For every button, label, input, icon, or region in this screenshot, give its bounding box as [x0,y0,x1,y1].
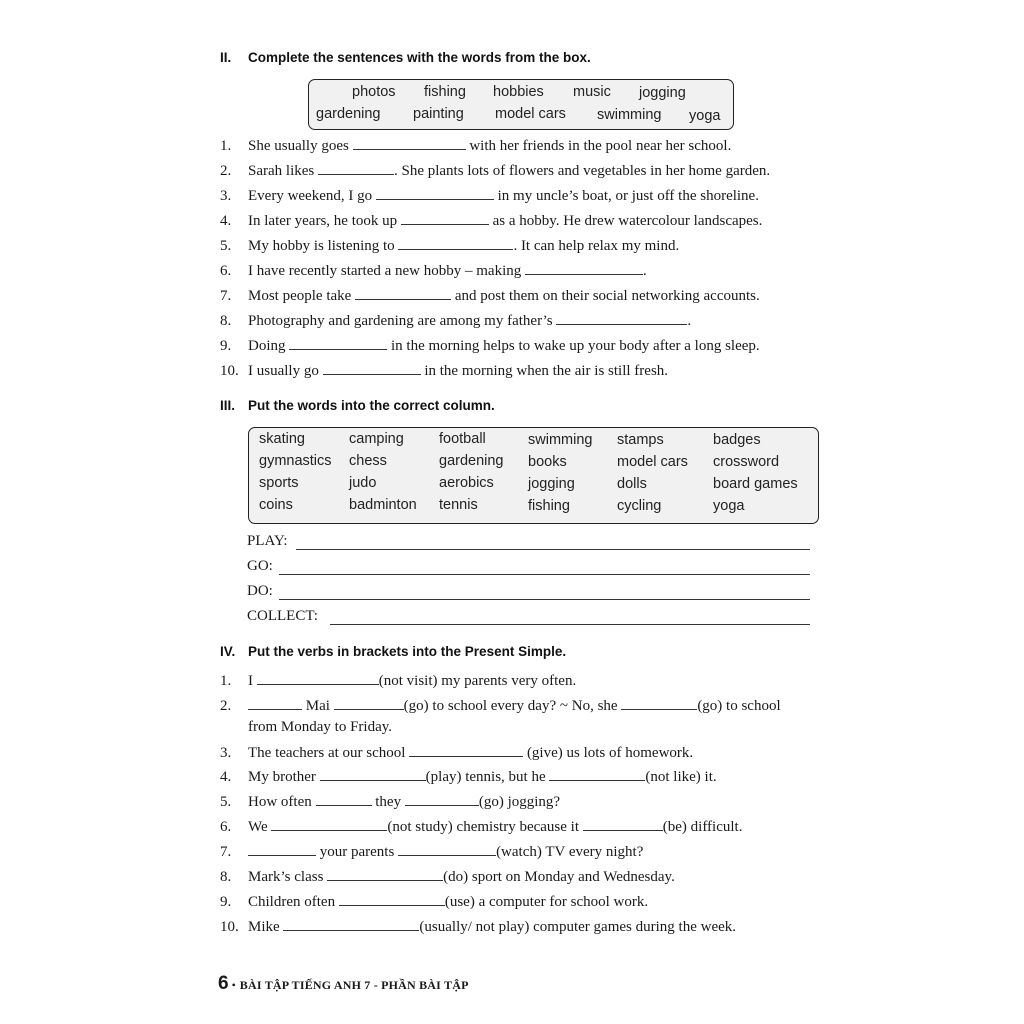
item-number: 5. [220,238,232,254]
box-word: swimming [597,107,662,123]
exercise-text: (be) difficult. [662,819,743,835]
item-number: 8. [220,869,232,885]
exercise-text: your parents [319,844,395,860]
box-word: books [528,454,567,470]
box-word: stamps [617,432,664,448]
word-box-section-3 [248,427,819,524]
section-2-heading [220,50,591,65]
exercise-text: they [375,794,402,810]
column-label-collect: COLLECT: [247,608,318,624]
answer-blank[interactable] [248,843,316,856]
sentence-text: In later years, he took up [248,213,398,229]
answer-blank[interactable] [257,672,379,685]
answer-blank[interactable] [398,237,513,250]
box-word: gardening [316,106,381,122]
section-3-heading [220,398,495,413]
sentence-text: Most people take [248,288,352,304]
box-word: fishing [528,498,570,514]
section-2-number: II. [220,50,232,65]
box-word: crossword [713,454,780,470]
box-word: chess [349,453,387,469]
box-word: skating [259,431,305,447]
column-label-do: DO: [247,583,273,599]
answer-blank[interactable] [334,697,404,710]
column-answer-line-play[interactable] [296,549,810,550]
answer-blank[interactable] [248,697,302,710]
box-word: football [439,431,486,447]
exercise-text: (not like) it. [645,769,717,785]
sentence-text: . [643,263,647,279]
item-number: 5. [220,794,232,810]
answer-blank[interactable] [271,818,387,831]
sentence-text: She usually goes [248,138,349,154]
answer-blank[interactable] [621,697,697,710]
column-answer-line-go[interactable] [279,574,810,575]
section-3-number: III. [220,398,236,413]
box-word: sports [259,475,299,491]
answer-blank[interactable] [583,818,663,831]
sentence-text: My hobby is listening to [248,238,395,254]
box-word: swimming [528,432,593,448]
item-number: 9. [220,894,232,910]
answer-blank[interactable] [376,187,494,200]
exercise-text: My brother [248,769,316,785]
sentence-text: in my uncle’s boat, or just off the shoreline. [497,188,759,204]
item-number: 3. [220,188,232,204]
item-number: 10. [220,919,239,935]
exercise-text: (give) us lots of homework. [526,745,694,761]
exercise-text: (not study) chemistry because it [387,819,579,835]
box-word: jogging [639,85,686,101]
item-number: 3. [220,745,232,761]
sentence-text: and post them on their social networking accounts. [454,288,760,304]
sentence-text: Every weekend, I go [248,188,373,204]
box-word: jogging [528,476,575,492]
exercise-text: How often [248,794,312,810]
answer-blank[interactable] [401,212,489,225]
sentence-text: in the morning when the air is still fresh. [424,363,669,379]
box-word: yoga [713,498,745,514]
box-word: badminton [349,497,417,513]
box-word: gardening [439,453,504,469]
sentence-text: . She plants lots of flowers and vegetables in her home garden. [393,163,771,179]
exercise-text: Mai [305,698,330,714]
section-4-number: IV. [220,644,236,659]
exercise-text: (go) to school [697,698,781,714]
item-number: 2. [220,698,232,714]
box-word: photos [352,84,396,100]
answer-blank[interactable] [549,768,645,781]
answer-blank[interactable] [316,793,372,806]
page-number: 6 [218,973,229,994]
word-box-section-2 [308,79,734,130]
exercise-text: (usually/ not play) computer games during the week. [419,919,737,935]
box-word: aerobics [439,475,494,491]
item-number: 1. [220,673,232,689]
exercise-text: (do) sport on Monday and Wednesday. [443,869,675,885]
exercise-text: from Monday to Friday. [248,719,393,735]
box-word: judo [349,475,377,491]
exercise-text: I [248,673,253,689]
page-footer [218,973,469,995]
box-word: tennis [439,497,478,513]
section-4-heading [220,644,566,659]
box-word: camping [349,431,404,447]
item-number: 9. [220,338,232,354]
exercise-text: We [248,819,268,835]
sentence-text: Doing [248,338,286,354]
item-number: 10. [220,363,239,379]
box-word: painting [413,106,464,122]
answer-blank[interactable] [525,262,643,275]
exercise-text: (go) jogging? [478,794,561,810]
box-word: model cars [495,106,566,122]
sentence-text: with her friends in the pool near her school. [469,138,732,154]
item-number: 4. [220,213,232,229]
section-4-title: Put the verbs in brackets into the Present Simple. [248,644,567,659]
sentence-text: I have recently started a new hobby – making [248,263,522,279]
box-word: music [573,84,611,100]
exercise-text: (go) to school every day? ~ No, she [403,698,618,714]
box-word: coins [259,497,293,513]
answer-blank[interactable] [327,868,443,881]
item-number: 1. [220,138,232,154]
sentence-text: in the morning helps to wake up your body after a long sleep. [391,338,760,354]
item-number: 7. [220,288,232,304]
box-word: hobbies [493,84,544,100]
bullet-icon: • [231,978,236,992]
sentence-text: Photography and gardening are among my father’s [248,313,553,329]
answer-blank[interactable] [398,843,496,856]
box-word: badges [713,432,761,448]
column-label-go: GO: [247,558,273,574]
box-word: yoga [689,108,721,124]
column-answer-line-collect[interactable] [330,624,810,625]
section-2-title: Complete the sentences with the words from the box. [248,50,591,65]
answer-blank[interactable] [409,744,523,757]
sentence-text: . It can help relax my mind. [513,238,680,254]
box-word: fishing [424,84,466,100]
exercise-text: Mike [248,919,280,935]
answer-blank[interactable] [289,337,387,350]
box-word: gymnastics [259,453,332,469]
answer-blank[interactable] [318,162,394,175]
item-number: 2. [220,163,232,179]
book-title: BÀI TẬP TIẾNG ANH 7 - PHẦN BÀI TẬP [239,978,469,992]
sentence-text: I usually go [248,363,319,379]
answer-blank[interactable] [339,893,445,906]
answer-blank[interactable] [355,287,451,300]
item-number: 8. [220,313,232,329]
item-number: 7. [220,844,232,860]
answer-blank[interactable] [353,137,466,150]
box-word: dolls [617,476,647,492]
exercise-text: (watch) TV every night? [496,844,644,860]
exercise-text: (play) tennis, but he [425,769,546,785]
exercise-text: Mark’s class [248,869,324,885]
exercise-text: The teachers at our school [248,745,406,761]
sentence-text: as a hobby. He drew watercolour landscapes. [492,213,763,229]
column-label-play: PLAY: [247,533,288,549]
box-word: model cars [617,454,688,470]
answer-blank[interactable] [405,793,479,806]
item-number: 6. [220,263,232,279]
box-word: cycling [617,498,662,514]
exercise-text: (not visit) my parents very often. [378,673,577,689]
answer-blank[interactable] [320,768,426,781]
sentence-text: Sarah likes [248,163,315,179]
column-answer-line-do[interactable] [279,599,810,600]
box-word: board games [713,476,798,492]
sentence-text: . [687,313,692,329]
exercise-text: Children often [248,894,336,910]
section-3-title: Put the words into the correct column. [248,398,495,413]
exercise-text: (use) a computer for school work. [444,894,649,910]
item-number: 6. [220,819,232,835]
answer-blank[interactable] [283,918,419,931]
answer-blank[interactable] [323,362,421,375]
item-number: 4. [220,769,232,785]
answer-blank[interactable] [556,312,687,325]
